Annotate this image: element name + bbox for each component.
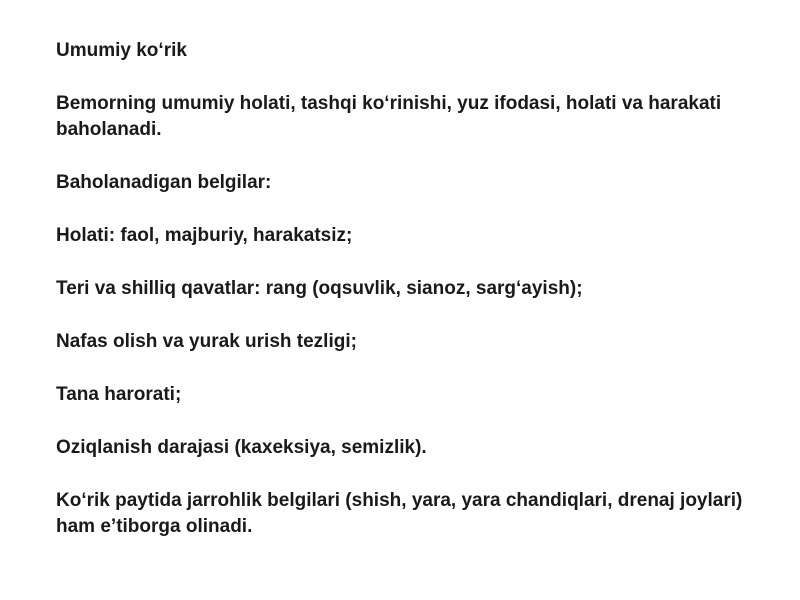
list-item: Teri va shilliq qavatlar: rang (oqsuvlik, sianoz, sargʻayish); xyxy=(56,278,583,299)
list-item: Holati: faol, majburiy, harakatsiz; xyxy=(56,225,353,246)
list-item: Nafas olish va yurak urish tezligi; xyxy=(56,331,357,352)
document-heading: Umumiy koʻrik xyxy=(56,40,187,61)
closing-paragraph: Koʻrik paytida jarrohlik belgilari (shish, yara, yara chandiqlari, drenaj joylari) ham e’tiborga olinadi. xyxy=(56,490,743,537)
signs-heading: Baholanadigan belgilar: xyxy=(56,172,272,193)
document-page xyxy=(56,38,776,567)
intro-paragraph: Bemorning umumiy holati, tashqi koʻrinishi, yuz ifodasi, holati va harakati baholanadi. xyxy=(56,93,722,140)
list-item: Tana harorati; xyxy=(56,384,182,405)
list-item: Oziqlanish darajasi (kaxeksiya, semizlik). xyxy=(56,437,427,458)
